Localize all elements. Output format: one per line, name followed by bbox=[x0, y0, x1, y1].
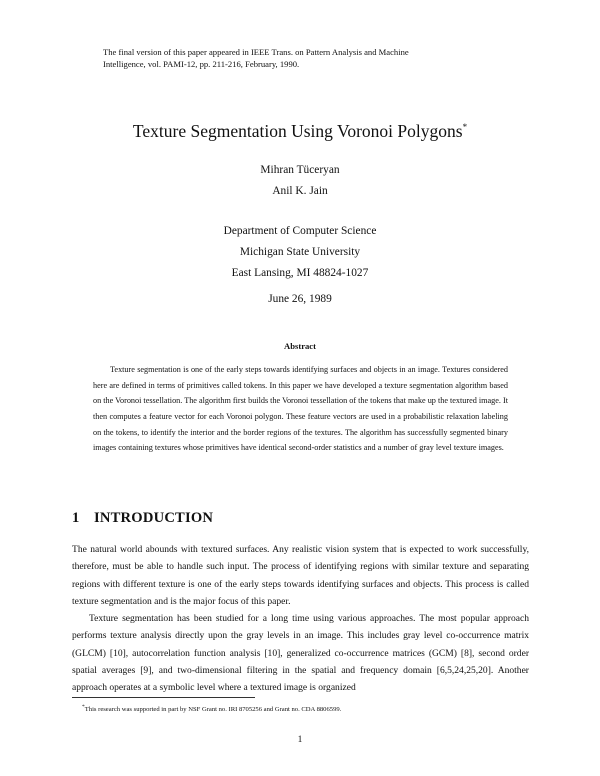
paragraph-1: The natural world abounds with textured surfaces. Any realistic vision system that is expected to work successfully, therefore, must be able to handle such input. The process of identifying regions with similar texture and separating regions with different texture is one of the early steps towards identifying surfaces and objects. This process is called texture segmentation and is the major focus of this paper. bbox=[72, 544, 529, 607]
title-footnote-marker: * bbox=[462, 122, 468, 133]
author-2: Anil K. Jain bbox=[272, 185, 328, 197]
abstract-body bbox=[93, 362, 508, 456]
section-heading bbox=[72, 510, 213, 527]
section-title: INTRODUCTION bbox=[94, 510, 214, 526]
publication-note-line-1: The final version of this paper appeared in IEEE Trans. on Pattern Analysis and Machine bbox=[103, 47, 409, 57]
abstract-text: Texture segmentation is one of the early steps towards identifying surfaces and objects in an image. Textures considered here are defined in terms of primitives called tokens. In this paper we have developed a texture segmentation algorithm based on the Voronoi tessellation. The algorithm first builds the Voronoi tessellation of the tokens that make up the textured image. It then computes a feature vector for each Voronoi polygon. These feature vectors are used in a probabilistic relaxation labeling on the tokens, to identify the interior and the border regions of the textures. The algorithm has successfully segmented binary images containing textures whose primitives have identical second-order statistics and a number of gray level texture images. bbox=[93, 365, 508, 453]
footnote bbox=[72, 703, 532, 714]
affiliation-university: Michigan State University bbox=[239, 246, 361, 258]
footnote-rule bbox=[72, 697, 255, 698]
paper-title-text: Texture Segmentation Using Voronoi Polygons bbox=[132, 121, 463, 141]
footnote-marker: * bbox=[82, 704, 85, 710]
abstract-heading: Abstract bbox=[284, 341, 316, 351]
paper-title bbox=[0, 121, 600, 142]
section-number: 1 bbox=[72, 510, 80, 526]
footnote-text: This research was supported in part by NSF Grant no. IRI 8705256 and Grant no. CDA 8806599. bbox=[84, 706, 342, 714]
publication-note-line-2: Intelligence, vol. PAMI-12, pp. 211-216, February, 1990. bbox=[103, 59, 300, 69]
introduction-body bbox=[72, 541, 529, 697]
author-1: Mihran Tüceryan bbox=[260, 164, 340, 176]
affiliation-department: Department of Computer Science bbox=[223, 225, 377, 237]
paper-date: June 26, 1989 bbox=[268, 293, 332, 305]
page-number: 1 bbox=[297, 735, 303, 745]
affiliation-address: East Lansing, MI 48824-1027 bbox=[231, 267, 369, 279]
paragraph-2: Texture segmentation has been studied for a long time using various approaches. The most popular approach performs texture analysis directly upon the gray levels in an image. This includes gray level co-occurrence matrix (GLCM) [10], autocorrelation function analysis [10], generalized co-occurrence matrices (GCM) [8], second order spatial averages [9], and two-dimensional filtering in the spatial and frequency domain [6,5,24,25,20]. Another approach operates at a symbolic level where a textured image is organized bbox=[72, 613, 529, 694]
publication-note bbox=[103, 46, 523, 70]
